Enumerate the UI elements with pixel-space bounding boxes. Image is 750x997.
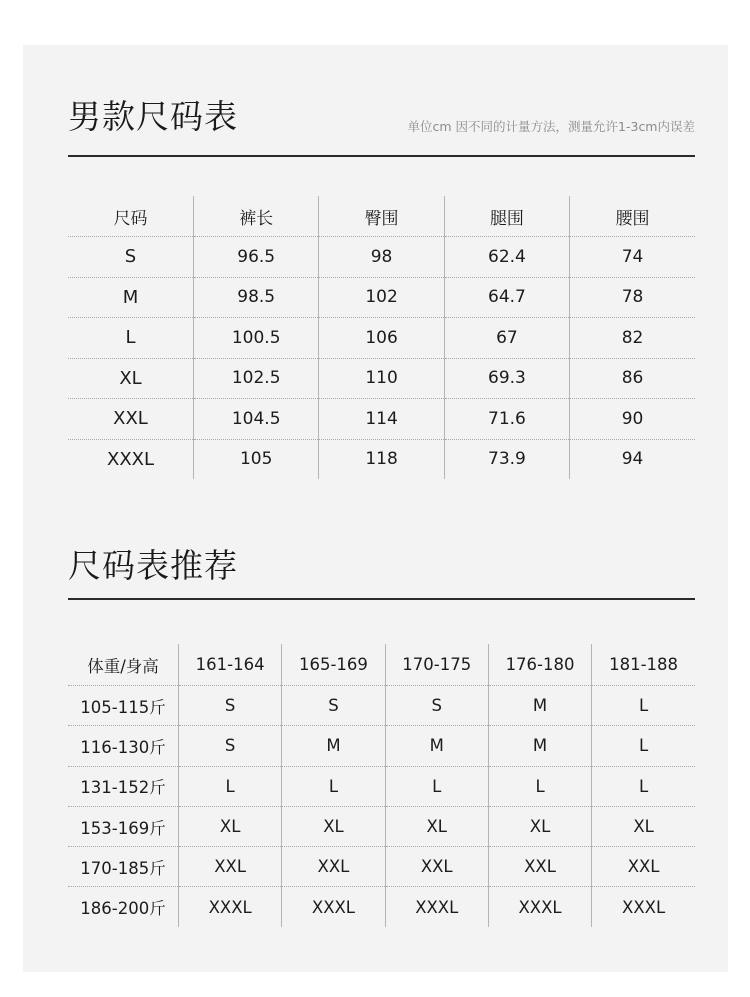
table-row — [68, 686, 695, 726]
hip-cell: 102 — [319, 277, 444, 318]
recommendation-table — [68, 644, 695, 927]
recommended-size-cell: L — [592, 766, 695, 806]
size-chart-table — [68, 196, 695, 479]
size-chart-divider — [68, 155, 695, 157]
hip-cell: 98 — [319, 237, 444, 278]
header-weight-height: 体重/身高 — [68, 644, 179, 686]
hip-cell: 118 — [319, 439, 444, 479]
table-row — [68, 237, 695, 278]
header-pants-length: 裤长 — [194, 196, 319, 237]
recommendation-title: 尺码表推荐 — [68, 546, 238, 585]
recommended-size-cell: XXXL — [385, 887, 488, 927]
recommended-size-cell: L — [488, 766, 591, 806]
hip-cell: 114 — [319, 399, 444, 440]
size-chart-title: 男款尺码表 — [68, 97, 238, 136]
recommended-size-cell: XXL — [488, 847, 591, 887]
recommended-size-cell: XXL — [179, 847, 282, 887]
recommended-size-cell: L — [592, 726, 695, 766]
weight-range-cell: 105-115斤 — [68, 686, 179, 726]
weight-range-cell: 153-169斤 — [68, 806, 179, 846]
table-row — [68, 766, 695, 806]
pants-length-cell: 100.5 — [194, 318, 319, 359]
recommended-size-cell: XL — [592, 806, 695, 846]
size-cell: XXXL — [106, 448, 155, 470]
size-cell: S — [68, 237, 194, 278]
thigh-cell: 71.6 — [444, 399, 569, 440]
thigh-cell: 69.3 — [444, 358, 569, 399]
recommended-size-cell: M — [385, 726, 488, 766]
thigh-cell: 67 — [444, 318, 569, 359]
table-row — [68, 399, 695, 440]
recommended-size-cell: M — [282, 726, 385, 766]
waist-cell: 82 — [570, 318, 695, 359]
waist-cell: 74 — [570, 237, 695, 278]
table-row — [68, 887, 695, 927]
header-height-range: 176-180 — [488, 644, 591, 686]
size-cell: XL — [68, 358, 194, 399]
header-thigh: 腿围 — [444, 196, 569, 237]
thigh-cell: 62.4 — [444, 237, 569, 278]
hip-cell: 110 — [319, 358, 444, 399]
pants-length-cell: 96.5 — [194, 237, 319, 278]
size-cell: XXL — [68, 399, 194, 440]
table-row — [68, 439, 695, 479]
table-header-row — [68, 644, 695, 686]
weight-range-cell: 186-200斤 — [80, 899, 166, 919]
waist-cell: 90 — [570, 399, 695, 440]
recommended-size-cell: XXXL — [179, 887, 282, 927]
table-row — [68, 277, 695, 318]
table-row — [68, 806, 695, 846]
recommended-size-cell: L — [179, 766, 282, 806]
recommended-size-cell: XL — [385, 806, 488, 846]
recommended-size-cell: XXXL — [592, 887, 695, 927]
recommended-size-cell: XL — [179, 806, 282, 846]
recommended-size-cell: S — [179, 686, 282, 726]
recommended-size-cell: XXL — [592, 847, 695, 887]
recommended-size-cell: L — [592, 686, 695, 726]
thigh-cell: 64.7 — [444, 277, 569, 318]
recommended-size-cell: XL — [488, 806, 591, 846]
recommended-size-cell: L — [385, 766, 488, 806]
recommended-size-cell: S — [385, 686, 488, 726]
hip-cell: 106 — [319, 318, 444, 359]
pants-length-cell: 104.5 — [194, 399, 319, 440]
header-height-range: 165-169 — [282, 644, 385, 686]
header-size: 尺码 — [68, 196, 194, 237]
recommended-size-cell: S — [179, 726, 282, 766]
recommended-size-cell: S — [282, 686, 385, 726]
waist-cell: 78 — [570, 277, 695, 318]
header-waist: 腰围 — [570, 196, 695, 237]
table-row — [68, 726, 695, 766]
size-cell: M — [68, 277, 194, 318]
weight-range-cell: 131-152斤 — [68, 766, 179, 806]
waist-cell: 86 — [570, 358, 695, 399]
recommended-size-cell: L — [282, 766, 385, 806]
weight-range-cell: 170-185斤 — [68, 847, 179, 887]
recommended-size-cell: M — [488, 686, 591, 726]
pants-length-cell: 102.5 — [194, 358, 319, 399]
recommended-size-cell: XXXL — [488, 887, 591, 927]
waist-cell: 94 — [570, 439, 695, 479]
measurement-note: 单位cm 因不同的计量方法，测量允许1-3cm内误差 — [407, 119, 695, 134]
weight-range-cell: 116-130斤 — [68, 726, 179, 766]
recommended-size-cell: XXL — [385, 847, 488, 887]
recommended-size-cell: XXL — [282, 847, 385, 887]
header-height-range: 181-188 — [592, 644, 695, 686]
size-cell: L — [68, 318, 194, 359]
recommended-size-cell: XXXL — [282, 887, 385, 927]
recommended-size-cell: XL — [282, 806, 385, 846]
table-header-row — [68, 196, 695, 237]
header-height-range: 161-164 — [179, 644, 282, 686]
thigh-cell: 73.9 — [444, 439, 569, 479]
pants-length-cell: 105 — [194, 439, 319, 479]
table-row — [68, 358, 695, 399]
header-height-range: 170-175 — [385, 644, 488, 686]
header-hip: 臀围 — [319, 196, 444, 237]
pants-length-cell: 98.5 — [194, 277, 319, 318]
table-row — [68, 318, 695, 359]
recommendation-divider — [68, 598, 695, 600]
table-row — [68, 847, 695, 887]
recommended-size-cell: M — [488, 726, 591, 766]
